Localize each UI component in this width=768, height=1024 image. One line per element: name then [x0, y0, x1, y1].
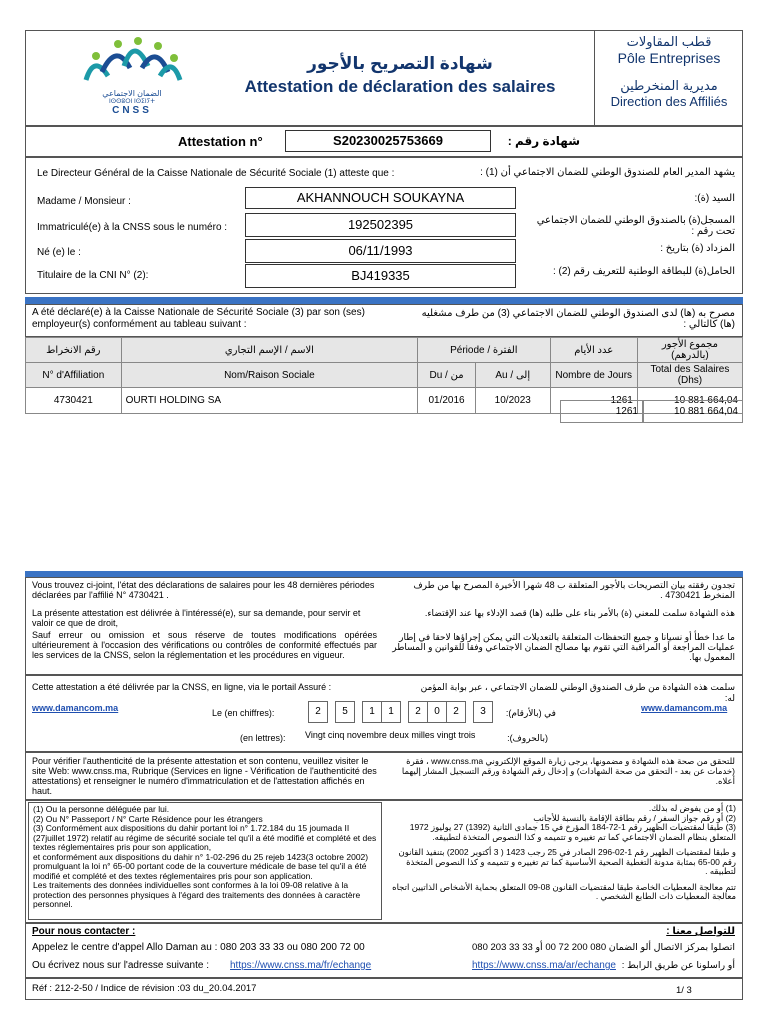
notes-right [388, 802, 740, 920]
note-item-arabic: (3) طبقا لمقتضيات الظهير رقم 1-72-184 المؤرخ في 15 جمادى الثانية (1392) 27 يوليوز 1972 المتعلق بنظام الضمان الاجتماعي كما تم تغييره و تتميمه و كذا النصوص المتخذة لتطبيقه. [409, 822, 736, 842]
pole-french: Pôle Entreprises [617, 50, 721, 66]
cni-label-arabic: الحامل(ة) للبطاقة الوطنية للتعريف رقم (2) : [552, 266, 735, 277]
date-digit: 2 [408, 701, 428, 723]
info-para-1-arabic: تجدون رفقته بيان التصريحات بالأجور المتعلقة ب 48 شهرا الأخيرة المصرح بها من طرف المنخرط 4730421 . [413, 580, 735, 600]
page-title: Attestation de déclaration des salaires [244, 77, 556, 96]
info-para-3-arabic: ما عدا خطأ أو نسيانا و جميع التحفظات المتعلقة بالتعديلات التي يمكن إجراؤها لاحقا في إطار عمليات المراجعة أو المراقبة التي تقوم بها مصالح الضمان الاجتماعي وفقا للقوانين و المساطر المعمول بها. [392, 632, 735, 662]
date-digits-label: Le (en chiffres): [212, 708, 275, 718]
cnss-logo [72, 36, 192, 114]
note-item: (1) Ou la personne déléguée par lui. [33, 804, 170, 814]
online-text-arabic: سلمت هذه الشهادة من طرف الصندوق الوطني للضمان الاجتماعي ، عبر بوابة المؤمن له: [420, 682, 735, 703]
date-digit: 5 [335, 701, 355, 723]
name-label: Madame / Monsieur : [37, 196, 131, 207]
header-period: Période / الفترة [418, 338, 550, 363]
contact-title-arabic: للتواصل معنا : [666, 926, 735, 937]
contact-call-arabic: اتصلوا بمركز الاتصال ألو الضمان 080 200 72 00 أو 33 33 203 080 [472, 942, 735, 953]
info-para-2: La présente attestation est délivrée à l'intéressé(e), sur sa demande, pour servir et valoir ce que de droit, [32, 608, 361, 628]
header-total-ar: مجموع الأجور (بالدرهم) [637, 338, 742, 363]
cell-days: 1261 [550, 388, 637, 414]
page-number: 1/ 3 [676, 985, 692, 996]
header-days: Nombre de Jours [550, 363, 637, 388]
header-total: Total des Salaires (Dhs) [637, 363, 742, 388]
cell-from: 01/2016 [418, 388, 476, 414]
date-digit: 2 [446, 701, 466, 723]
info-para-3: Sauf erreur ou omission et sous réserve de toutes modifications opérées ultérieurement à l'occasion des vérifications ou contrôles de conformité effectués par les services de la CNSS, selon la réglementation et les procédures en vigueur. [32, 630, 377, 660]
logo-tifinagh-text: ⵏⵙⵙⵓⵔⵏ ⵏⵙⵉⵏⵢⵜ [108, 99, 156, 105]
echange-link-ar[interactable]: https://www.cnss.ma/ar/echange [472, 960, 616, 971]
cni-field: BJ419335 [245, 264, 516, 288]
born-label-arabic: المزداد (ة) بتاريخ : [660, 243, 735, 254]
date-digit: 0 [427, 701, 447, 723]
date-digit: 1 [381, 701, 401, 723]
date-digit: 3 [473, 701, 493, 723]
identity-intro: Le Directeur Général de la Caisse Nationale de Sécurité Sociale (1) atteste que : [37, 168, 395, 179]
pole-box [594, 30, 743, 126]
name-field: AKHANNOUCH SOUKAYNA [245, 187, 516, 209]
identity-intro-arabic: يشهد المدير العام للصندوق الوطني للضمان الاجتماعي أن (1) : [480, 167, 735, 178]
info-para-1: Vous trouvez ci-joint, l'état des déclarations de salaires pour les 48 dernières périodes déclarées par l'affilié N° 4730421 . [32, 580, 375, 600]
cnss-logo-icon [72, 36, 192, 86]
total-salaries: 10 881 664,04 [643, 400, 743, 423]
attestation-number: S20230025753669 [285, 130, 491, 152]
date-letters-label: (en lettres): [240, 733, 286, 743]
header-affiliation: N° d'Affiliation [26, 363, 122, 388]
table-header-row [26, 363, 743, 388]
immat-label-arabic: المسجل(ة) بالصندوق الوطني للضمان الاجتماعي تحت رقم : [536, 215, 735, 237]
header-affiliation-ar: رقم الانخراط [26, 338, 122, 363]
total-days: 1261 [560, 400, 643, 423]
footer-ref: Réf : 212-2-50 / Indice de révision :03 du_20.04.2017 [32, 983, 257, 994]
date-letters: Vingt cinq novembre deux milles vingt trois [305, 730, 476, 740]
cell-name: OURTI HOLDING SA [121, 388, 417, 414]
section-divider [25, 297, 743, 304]
note-item: Les traitements des données individuelles sont conformes à la loi 09-08 relative à la protection des personnes physiques à l'égard des traitements des données à caractère personnel. [33, 880, 361, 909]
contact-write: Ou écrivez nous sur l'adresse suivante : [32, 960, 209, 971]
title-arabic: شهادة التصريح بالأجور [307, 54, 493, 73]
declared-text-arabic: مصرح به (ها) لدى الصندوق الوطني للضمان الاجتماعي (3) من طرف مشغليه (ها) كالتالي : [421, 308, 735, 330]
date-digit: 2 [308, 701, 328, 723]
echange-link-fr[interactable]: https://www.cnss.ma/fr/echange [230, 960, 372, 971]
info-para-2-arabic: هذه الشهادة سلمت للمعني (ة) بالأمر بناء على طلبه (ها) قصد الإدلاء بها عند الإقتضاء. [424, 608, 735, 618]
date-digit: 1 [362, 701, 382, 723]
note-item: (3) Conformément aux dispositions du dahir portant loi n° 1.72.184 du 15 joumada II (27juillet 1972) relatif au régime de sécurité sociale tel qu'il a été modifié et complété et des textes réglementaires pris pour son application, [33, 823, 377, 852]
born-label: Né (e) le : [37, 247, 81, 258]
contact-call: Appelez le centre d'appel Allo Daman au : 080 203 33 33 ou 080 200 72 00 [32, 942, 365, 953]
date-digits-label-arabic: في (بالأرقام): [505, 708, 556, 718]
name-label-arabic: السيد (ة): [694, 193, 735, 204]
contact-title: Pour nous contacter : [32, 926, 136, 937]
header-to: Au / إلى [475, 363, 550, 388]
header-name: Nom/Raison Sociale [121, 363, 417, 388]
declared-text: A été déclaré(e) à la Caisse Nationale de Sécurité Sociale (3) par son (ses) employeur(s) conformément au tableau suivant : [32, 307, 365, 330]
damancom-link[interactable]: www.damancom.ma [32, 703, 119, 713]
cni-label: Titulaire de la CNI N° (2): [37, 270, 149, 281]
date-letters-label-arabic: (بالحروف): [507, 733, 548, 743]
verify-text: Pour vérifier l'authenticité de la présente attestation et son contenu, veuillez visiter le site Web: www.cnss.ma, Rubrique (Services en ligne - Vérification de l'authenticité des attestations) et renseigner le numéro d'immatriculation et de l'attestation affichés en haut. [32, 756, 377, 796]
immat-field: 192502395 [245, 213, 516, 237]
note-item-arabic: (1) أو من يفوض له بذلك. [648, 803, 736, 813]
cell-affiliation: 4730421 [26, 388, 122, 414]
table-header-row-arabic [26, 338, 743, 363]
logo-cnss-text: CNSS [112, 105, 152, 116]
note-item: et conformément aux dispositions du dahir n° 1-02-296 du 25 rejeb 1423(3 octobre 2002) promulguant la loi n° 65-00 portant code de la couverture médicale de base tel qu'il a été modifié et complété et des textes réglementaires pris pour son application. [33, 851, 369, 881]
attestation-label: Attestation n° [178, 134, 263, 149]
note-item-arabic: تتم معالجة المعطيات الخاصة طبقا لمقتضيات القانون 08-09 المتعلق بحماية الأشخاص الذاتيين اتجاه معالجة المعطيات ذات الطابع الشخصي . [392, 881, 736, 901]
cell-total: 10 881 664,04 [637, 388, 742, 414]
cell-to: 10/2023 [475, 388, 550, 414]
header-days-ar: عدد الأيام [550, 338, 637, 363]
direction-french: Direction des Affiliés [610, 94, 728, 109]
note-item-arabic: (2) أو رقم جواز السفر / رقم بطاقة الإقامة بالنسبة للأجانب [533, 812, 736, 823]
direction-arabic: مديرية المنخرطين [620, 78, 718, 93]
immat-label: Immatriculé(e) à la CNSS sous le numéro : [37, 222, 228, 233]
note-item-arabic: و طبقا لمقتضيات الظهير رقم 1-02-296 الصادر في 25 رجب 1423 ( 3 أكتوبر 2002) بتنفيذ القانون رقم 00-65 بمثابة مدونة التغطية الصحية الأساسية كما تم تغييره و تتميمه و كذا النصوص المتخذة لتطبيقه . [398, 847, 736, 876]
online-text: Cette attestation a été délivrée par la CNSS, en ligne, via le portail Assuré : [32, 682, 332, 692]
attestation-label-arabic: شهادة رقم : [507, 134, 580, 148]
notes-left [28, 802, 382, 920]
contact-write-arabic: أو راسلونا عن طريق الرابط : [621, 960, 735, 971]
pole-arabic: قطب المقاولات [626, 34, 712, 49]
note-item: (2) Ou N° Passeport / N° Carte Résidence pour les étrangers [33, 813, 263, 824]
logo-arabic-text: الضمان الاجتماعي [102, 89, 162, 98]
verify-text-arabic: للتحقق من صحة هذه الشهادة و مضمونها، يرجى زيارة الموقع الإلكتروني www.cnss.ma ، فقرة (خدمات عن بعد - التحقق من صحة الشهادات) و إدخال رقم الشهادة ورقم التسجيل المشار إليهما أعلاه. [401, 756, 735, 786]
damancom-link-arabic[interactable]: www.damancom.ma [641, 703, 728, 713]
header-name-ar: الاسم / الإسم التجاري [121, 338, 417, 363]
born-field: 06/11/1993 [245, 239, 516, 263]
header-from: Du / من [418, 363, 476, 388]
